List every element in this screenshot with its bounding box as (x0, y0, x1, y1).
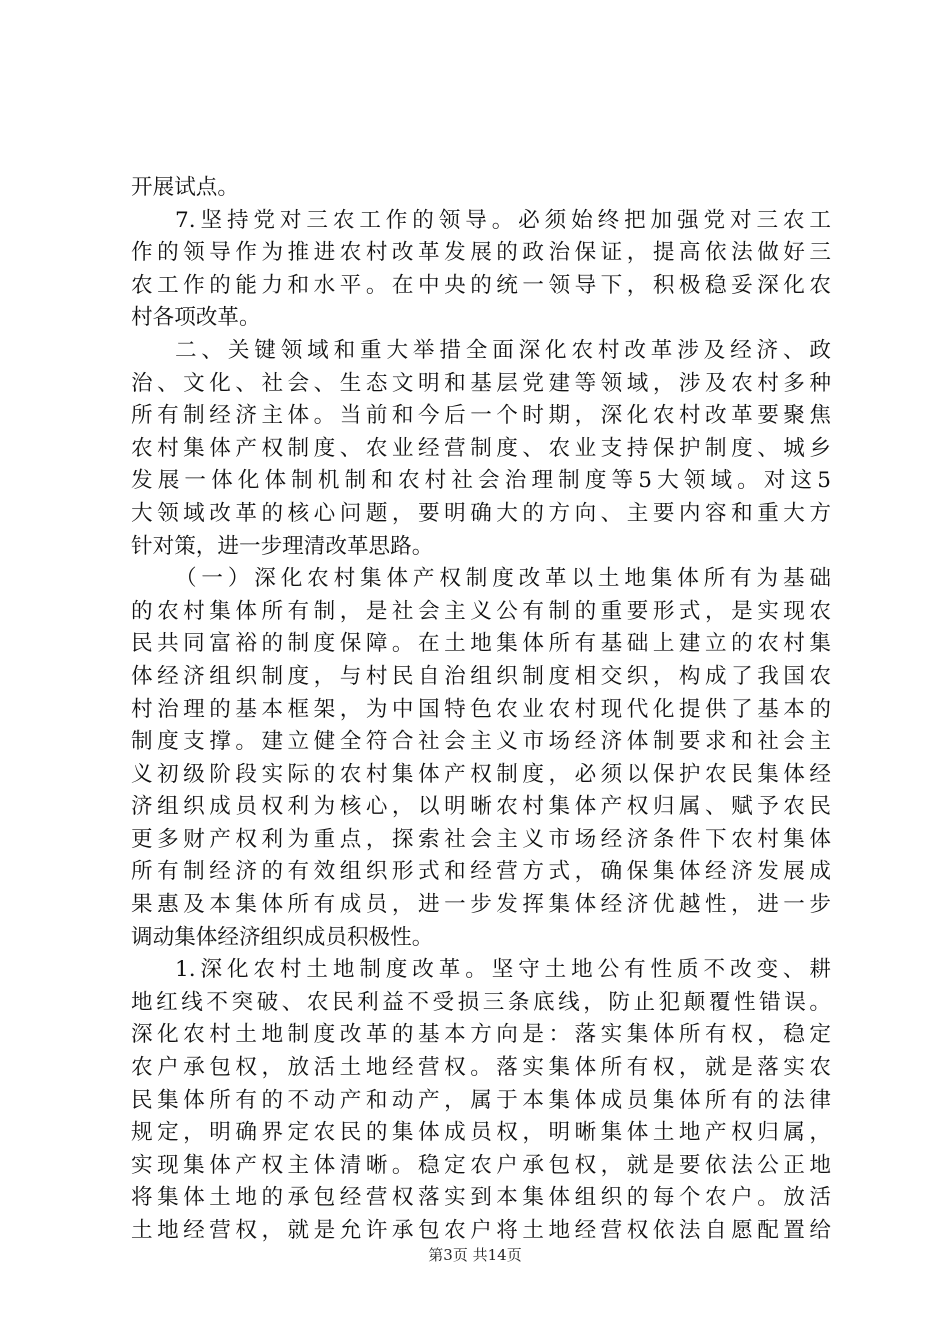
body-text (131, 172, 831, 1248)
text-line: 作的领导作为推进农村改革发展的政治保证，提高依法做好三 (131, 240, 831, 266)
text-line: 村治理的基本框架，为中国特色农业农村现代化提供了基本的 (131, 696, 831, 722)
text-line: 治、文化、社会、生态文明和基层党建等领域，涉及农村多种 (131, 370, 831, 396)
text-line: 1.深化农村土地制度改革。坚守土地公有性质不改变、耕 (175, 957, 831, 983)
text-line: 的农村集体所有制，是社会主义公有制的重要形式，是实现农 (131, 598, 831, 624)
text-line: 民集体所有的不动产和动产，属于本集体成员集体所有的法律 (131, 1087, 831, 1113)
text-line: 所有制经济主体。当前和今后一个时期，深化农村改革要聚焦 (131, 403, 831, 429)
text-line: 农工作的能力和水平。在中央的统一领导下，积极稳妥深化农 (131, 272, 831, 298)
text-line: （一）深化农村集体产权制度改革以土地集体所有为基础 (175, 566, 831, 592)
text-line: 开展试点。 (131, 175, 239, 200)
text-line: 针对策，进一步理清改革思路。 (131, 533, 434, 559)
text-line: 果惠及本集体所有成员，进一步发挥集体经济优越性，进一步 (131, 892, 831, 918)
text-line: 地红线不突破、农民利益不受损三条底线，防止犯颠覆性错误。 (131, 989, 831, 1015)
text-line: 大领域改革的核心问题，要明确大的方向、主要内容和重大方 (131, 500, 831, 526)
text-line: 将集体土地的承包经营权落实到本集体组织的每个农户。放活 (131, 1185, 831, 1211)
text-line: 农村集体产权制度、农业经营制度、农业支持保护制度、城乡 (131, 435, 831, 461)
text-line: 更多财产权利为重点，探索社会主义市场经济条件下农村集体 (131, 826, 831, 852)
text-line: 土地经营权，就是允许承包农户将土地经营权依法自愿配置给 (131, 1218, 831, 1243)
text-line: 规定，明确界定农民的集体成员权，明晰集体土地产权归属， (131, 1120, 831, 1146)
text-line: 制度支撑。建立健全符合社会主义市场经济体制要求和社会主 (131, 729, 831, 755)
text-line: 农户承包权，放活土地经营权。落实集体所有权，就是落实农 (131, 1055, 831, 1081)
page-footer: 第3页 共14页 (428, 1246, 522, 1264)
text-line: 义初级阶段实际的农村集体产权制度，必须以保护农民集体经 (131, 761, 831, 787)
text-line: 发展一体化体制机制和农村社会治理制度等5大领域。对这5 (131, 468, 831, 494)
text-line: 二、关键领域和重大举措全面深化农村改革涉及经济、政 (175, 337, 831, 363)
text-line: 所有制经济的有效组织形式和经营方式，确保集体经济发展成 (131, 859, 831, 885)
text-line: 民共同富裕的制度保障。在土地集体所有基础上建立的农村集 (131, 631, 831, 657)
text-line: 调动集体经济组织成员积极性。 (131, 924, 434, 950)
text-line: 村各项改革。 (131, 305, 261, 331)
text-line: 7.坚持党对三农工作的领导。必须始终把加强党对三农工 (175, 207, 831, 233)
text-line: 实现集体产权主体清晰。稳定农户承包权，就是要依法公正地 (131, 1152, 831, 1178)
text-line: 体经济组织制度，与村民自治组织制度相交织，构成了我国农 (131, 663, 831, 689)
text-line: 济组织成员权利为核心，以明晰农村集体产权归属、赋予农民 (131, 794, 831, 820)
text-line: 深化农村土地制度改革的基本方向是：落实集体所有权，稳定 (131, 1022, 831, 1048)
